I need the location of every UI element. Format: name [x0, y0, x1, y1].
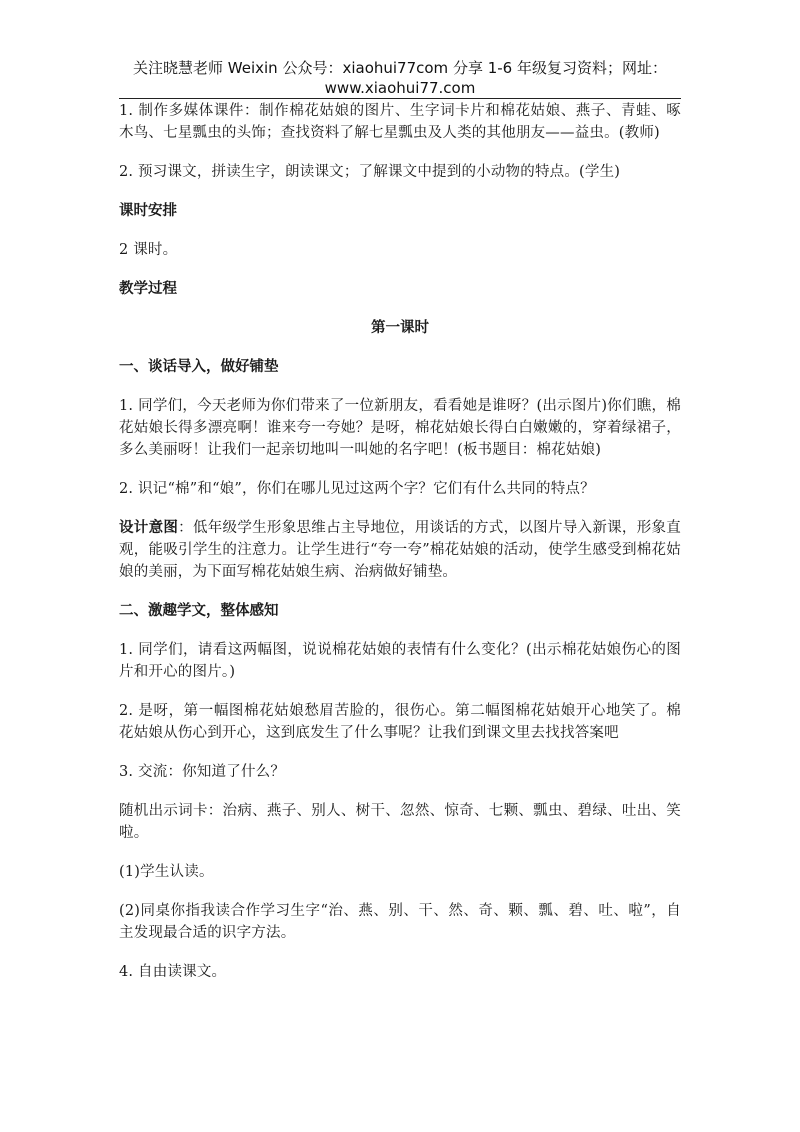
header-line-1: 关注晓慧老师 Weixin 公众号：xiaohui77com 分享 1-6 年级复习资料；网址： — [133, 59, 667, 77]
design-intent-paragraph — [119, 517, 681, 583]
section-1-paragraph-2: 2. 识记“棉”和“娘”，你们在哪儿见过这两个字？它们有什么共同的特点？ — [119, 481, 595, 497]
section-2-paragraph-4: 随机出示词卡：治病、燕子、别人、树干、忽然、惊奇、七颗、瓢虫、碧绿、吐出、笑啦。 — [119, 803, 681, 841]
schedule-text: 2 课时。 — [119, 242, 178, 258]
section-1-title: 一、谈话导入，做好铺垫 — [119, 359, 279, 375]
prep-item-2: 2. 预习课文，拼读生字，朗读课文；了解课文中提到的小动物的特点。(学生) — [119, 164, 621, 180]
section-2-paragraph-3: 3. 交流：你知道了什么？ — [119, 764, 286, 780]
section-1-paragraph-1: 1. 同学们，今天老师为你们带来了一位新朋友，看看她是谁呀？(出示图片)你们瞧，棉花姑娘长得多漂亮啊！谁来夸一夸她？是呀，棉花姑娘长得白白嫩嫩的，穿着绿裙子，多么美丽呀！让我们一起亲切地叫一叫她的名字吧！(板书题目：棉花姑娘) — [119, 398, 681, 458]
page-header — [100, 58, 700, 98]
design-intent-label: 设计意图 — [119, 520, 179, 536]
section-2-title: 二、激趣学文，整体感知 — [119, 603, 279, 619]
heading-schedule: 课时安排 — [119, 203, 177, 219]
design-intent-text: ：低年级学生形象思维占主导地位，用谈话的方式，以图片导入新课，形象直观，能吸引学生的注意力。让学生进行“夸一夸”棉花姑娘的活动，使学生感受到棉花姑娘的美丽，为下面写棉花姑娘生病、治病做好铺垫。 — [119, 520, 681, 580]
section-2-paragraph-2: 2. 是呀，第一幅图棉花姑娘愁眉苦脸的，很伤心。第二幅图棉花姑娘开心地笑了。棉花姑娘从伤心到开心，这到底发生了什么事呢？让我们到课文里去找找答案吧 — [119, 703, 681, 741]
header-divider — [119, 98, 681, 99]
header-website: www.xiaohui77.com — [324, 79, 476, 97]
section-2-paragraph-7: 4. 自由读课文。 — [119, 964, 227, 980]
section-2-paragraph-6: (2)同桌你指我读合作学习生字“治、燕、别、干、然、奇、颗、瓢、碧、吐、啦”，自主发现最合适的识字方法。 — [119, 903, 681, 941]
section-2-paragraph-1: 1. 同学们，请看这两幅图，说说棉花姑娘的表情有什么变化？(出示棉花姑娘伤心的图片和开心的图片。) — [119, 642, 681, 680]
heading-process: 教学过程 — [119, 281, 177, 297]
prep-item-1: 1. 制作多媒体课件：制作棉花姑娘的图片、生字词卡片和棉花姑娘、燕子、青蛙、啄木鸟、七星瓢虫的头饰；查找资料了解七星瓢虫及人类的其他朋友——益虫。(教师) — [119, 103, 681, 141]
section-2-paragraph-5: (1)学生认读。 — [119, 864, 214, 880]
document-body — [119, 100, 681, 983]
lesson-title: 第一课时 — [371, 320, 429, 336]
